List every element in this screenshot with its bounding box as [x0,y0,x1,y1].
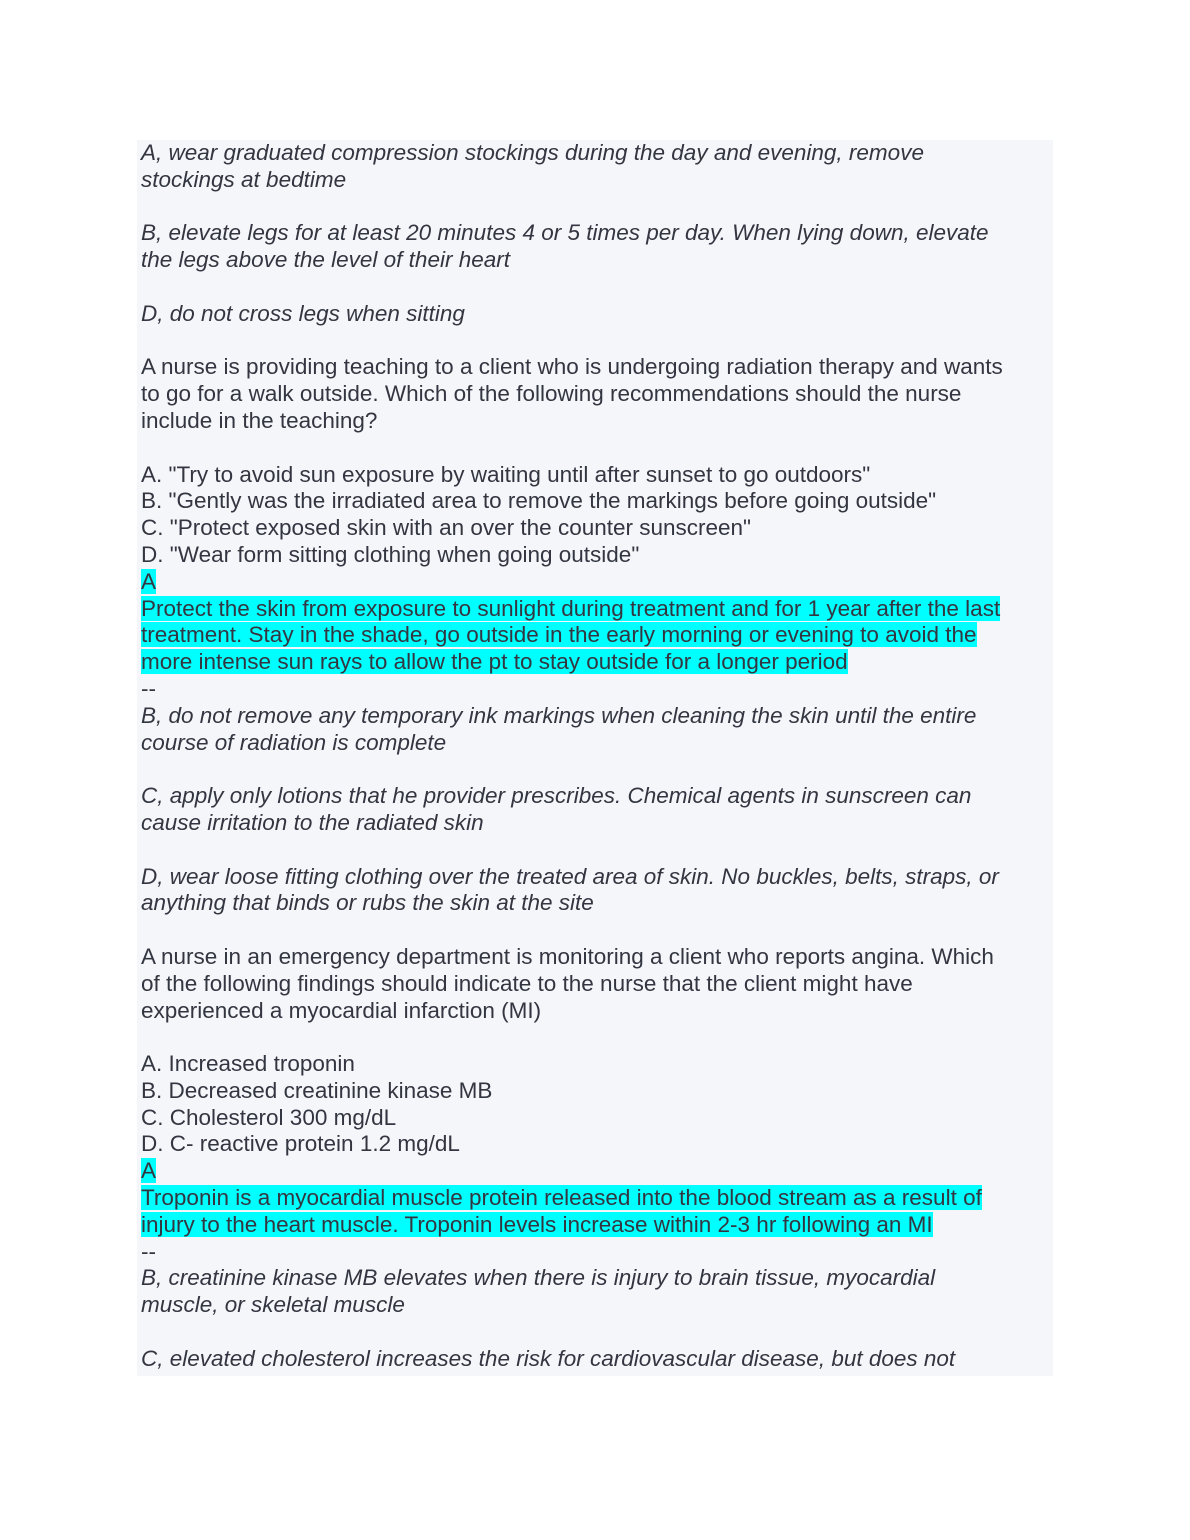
text-paragraph [141,944,1041,1024]
rationale-paragraph [141,783,1041,837]
text-line: C. Cholesterol 300 mg/dL [141,1104,397,1130]
text-paragraph [141,676,1041,703]
text-line: -- [141,1238,156,1264]
text-line: D. "Wear form sitting clothing when going outside" [141,541,640,567]
text-line: B. "Gently was the irradiated area to remove the markings before going outside" [141,488,937,514]
highlight-mark: A [141,1158,157,1184]
rationale-paragraph [141,301,1041,328]
text-line: B. Decreased creatinine kinase MB [141,1077,493,1103]
text-line: C. "Protect exposed skin with an over the counter sunscreen" [141,515,752,541]
text-line [141,649,1041,676]
highlighted-answer [141,569,1041,676]
highlight-mark: Protect the skin from exposure to sunlight during treatment and for 1 year after the last [141,595,1001,621]
highlight-mark: A [141,568,157,594]
text-line: include in the teaching? [141,407,378,433]
paragraph-gap [141,756,1041,783]
text-line: -- [141,675,156,701]
highlighted-answer [141,1158,1041,1238]
text-line [141,1212,1041,1239]
text-paragraph [141,1051,1041,1158]
paragraph-gap [141,917,1041,944]
text-line: to go for a walk outside. Which of the following recommendations should the nurse [141,381,962,407]
text-line: the legs above the level of their heart [141,247,510,273]
text-line: stockings at bedtime [141,166,347,192]
text-line: B, do not remove any temporary ink markings when cleaning the skin until the entire [141,702,977,728]
highlight-mark: Troponin is a myocardial muscle protein released into the blood stream as a result of [141,1185,982,1211]
text-line: anything that binds or rubs the skin at the site [141,890,594,916]
text-line: A nurse in an emergency department is monitoring a client who reports angina. Which [141,943,994,969]
text-line [141,622,1041,649]
paragraph-gap [141,837,1041,864]
text-line: D, wear loose fitting clothing over the treated area of skin. No buckles, belts, straps, or [141,863,999,889]
text-line: D, do not cross legs when sitting [141,300,465,326]
paragraph-gap [141,274,1041,301]
text-line: B, creatinine kinase MB elevates when there is injury to brain tissue, myocardial [141,1265,936,1291]
rationale-paragraph [141,140,1041,194]
text-line [141,596,1041,623]
text-line [141,1185,1041,1212]
text-line: B, elevate legs for at least 20 minutes 4 or 5 times per day. When lying down, elevate [141,220,989,246]
text-line: D. C- reactive protein 1.2 mg/dL [141,1131,460,1157]
text-line: experienced a myocardial infarction (MI) [141,997,542,1023]
rationale-paragraph [141,864,1041,918]
text-line: C, apply only lotions that he provider prescribes. Chemical agents in sunscreen can [141,783,972,809]
paragraph-gap [141,435,1041,462]
text-line: A. Increased troponin [141,1051,355,1077]
text-line: A, wear graduated compression stockings during the day and evening, remove [141,140,924,165]
text-line: A nurse is providing teaching to a client who is undergoing radiation therapy and wants [141,354,1003,380]
text-paragraph [141,462,1041,569]
document-text [141,140,1041,1373]
highlight-mark: injury to the heart muscle. Troponin levels increase within 2-3 hr following an MI [141,1211,933,1237]
highlight-mark: more intense sun rays to allow the pt to stay outside for a longer period [141,649,848,675]
document-page-panel [137,140,1053,1376]
text-line: C, elevated cholesterol increases the risk for cardiovascular disease, but does not [141,1345,956,1371]
text-line: muscle, or skeletal muscle [141,1292,405,1318]
paragraph-gap [141,194,1041,221]
text-paragraph [141,354,1041,434]
text-line: A. "Try to avoid sun exposure by waiting until after sunset to go outdoors" [141,461,871,487]
paragraph-gap [141,328,1041,355]
text-line [141,569,1041,596]
rationale-paragraph [141,220,1041,274]
text-line [141,1158,1041,1185]
text-paragraph [141,1239,1041,1266]
text-line: of the following findings should indicate to the nurse that the client might have [141,970,913,996]
highlight-mark: treatment. Stay in the shade, go outside in the early morning or evening to avoid the [141,622,977,648]
rationale-paragraph [141,1346,1041,1373]
text-line: course of radiation is complete [141,729,447,755]
paragraph-gap [141,1319,1041,1346]
rationale-paragraph [141,703,1041,757]
rationale-paragraph [141,1265,1041,1319]
paragraph-gap [141,1024,1041,1051]
text-line: cause irritation to the radiated skin [141,809,484,835]
